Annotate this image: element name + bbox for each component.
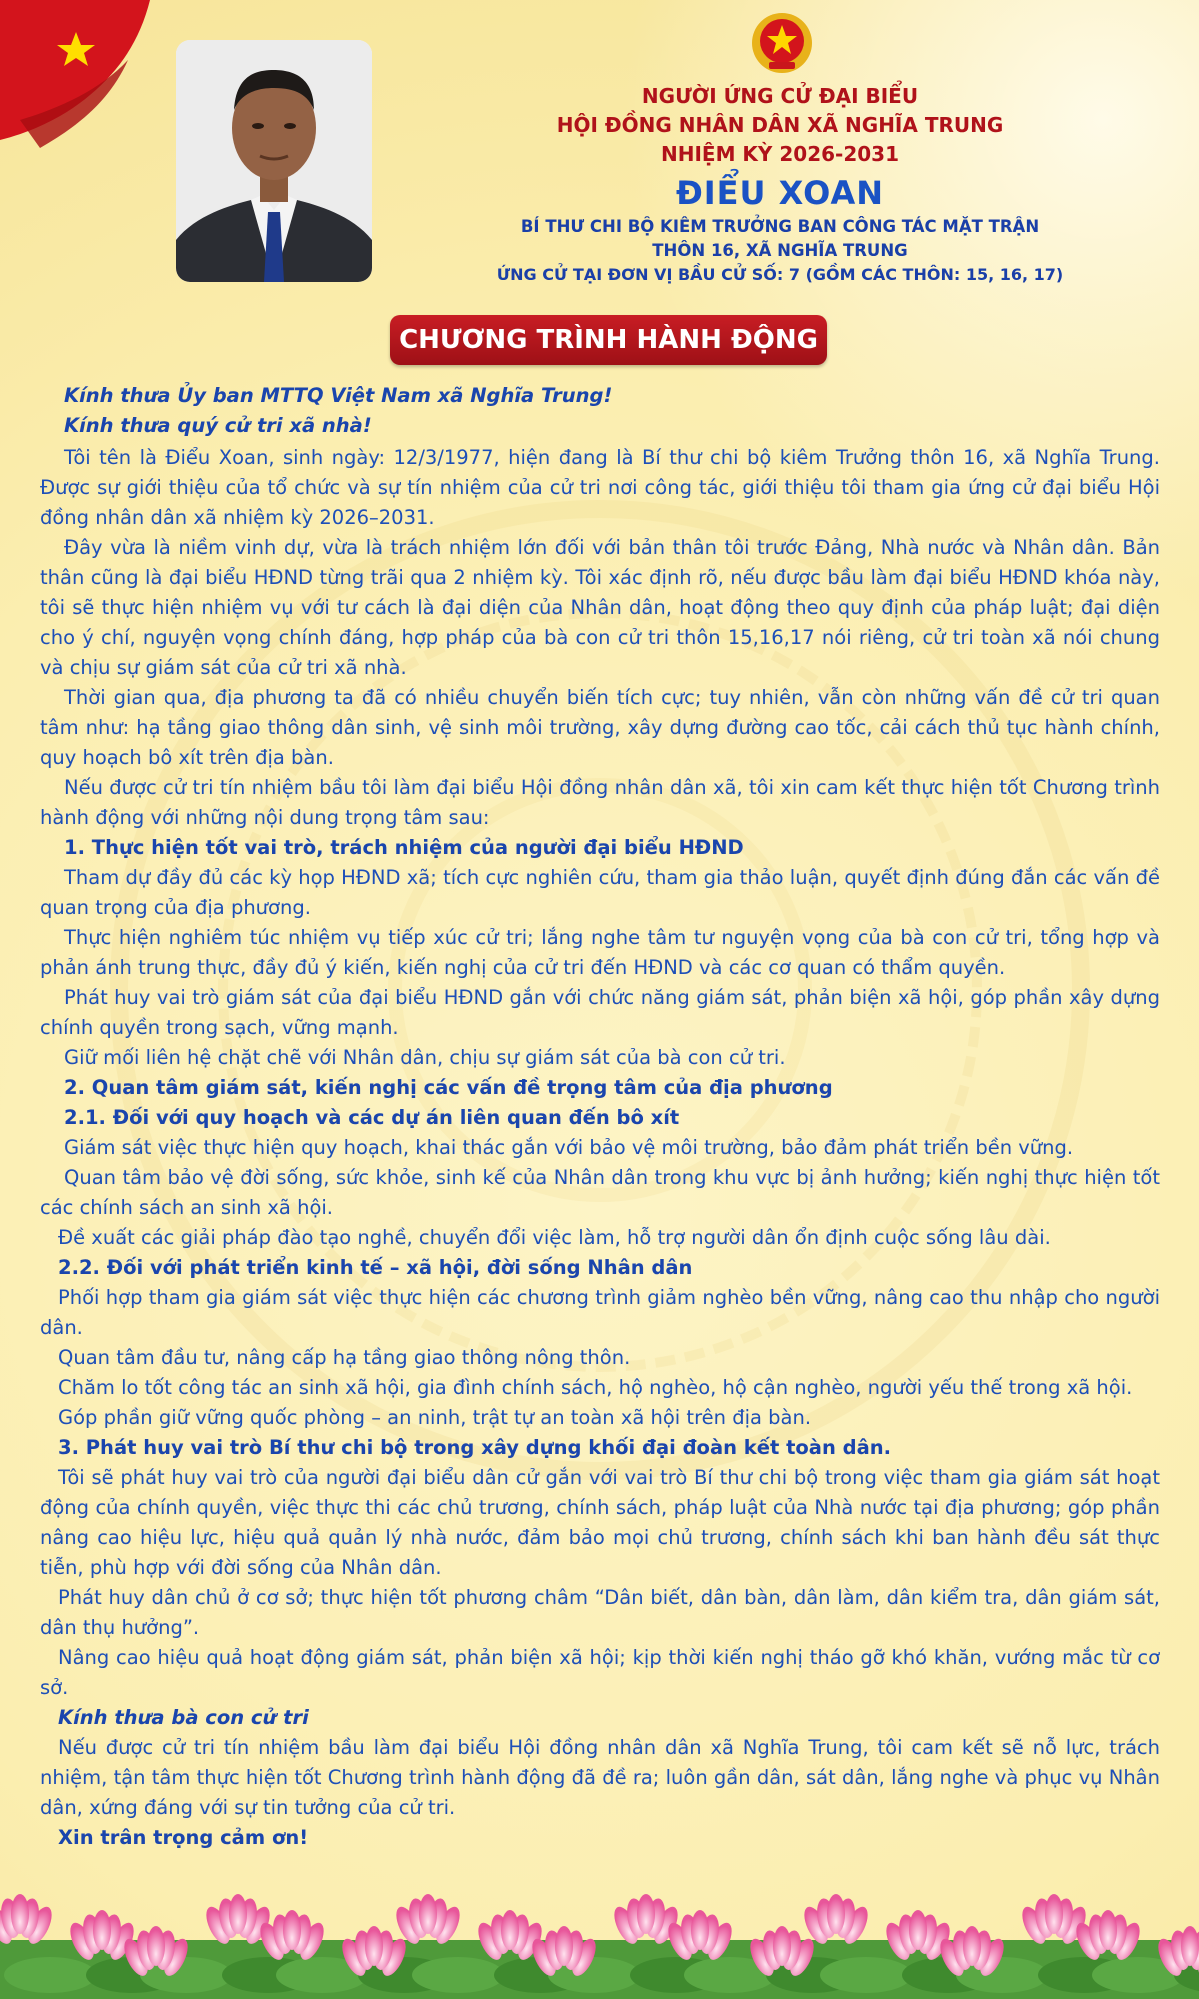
header-line-3: NHIỆM KỲ 2026-2031 xyxy=(660,142,900,166)
action-program-banner: CHƯƠNG TRÌNH HÀNH ĐỘNG xyxy=(390,315,827,365)
closing-thanks: Xin trân trọng cảm ơn! xyxy=(58,1826,309,1849)
paragraph-item: Tham dự đầy đủ các kỳ họp HĐND xã; tích cực nghiên cứu, tham gia thảo luận, quyết định đúng đắn các vấn đề quan trọng của địa phương. xyxy=(40,866,1160,919)
candidate-title-1: BÍ THƯ CHI BỘ KIÊM TRƯỞNG BAN CÔNG TÁC MẶT TRẬN xyxy=(520,217,1040,236)
paragraph-item: Thực hiện nghiêm túc nhiệm vụ tiếp xúc cử tri; lắng nghe tâm tư nguyện vọng của bà con cử tri, tổng hợp và phản ánh trung thực, đầy đủ ý kiến, kiến nghị của cử tri đến HĐND và các cơ quan có thẩm quyền. xyxy=(40,926,1160,979)
subsection-heading-2-2: 2.2. Đối với phát triển kinh tế – xã hội, đời sống Nhân dân xyxy=(58,1256,693,1279)
section-heading-2: 2. Quan tâm giám sát, kiến nghị các vấn đề trọng tâm của địa phương xyxy=(64,1076,833,1099)
paragraph-item: Nâng cao hiệu quả hoạt động giám sát, phản biện xã hội; kịp thời kiến nghị tháo gỡ khó khăn, vướng mắc từ cơ sở. xyxy=(40,1646,1160,1699)
paragraph-item: Đề xuất các giải pháp đào tạo nghề, chuyển đổi việc làm, hỗ trợ người dân ổn định cuộc sống lâu dài. xyxy=(58,1226,1051,1249)
lotus-flowers-decoration xyxy=(0,1870,1199,1999)
section-heading-1: 1. Thực hiện tốt vai trò, trách nhiệm của người đại biểu HĐND xyxy=(64,836,744,859)
header-line-1: NGƯỜI ỨNG CỬ ĐẠI BIỂU xyxy=(641,84,919,108)
subsection-heading-2-1: 2.1. Đối với quy hoạch và các dự án liên quan đến bô xít xyxy=(64,1106,680,1129)
paragraph-item: Phát huy dân chủ ở cơ sở; thực hiện tốt phương châm “Dân biết, dân bàn, dân làm, dân kiểm tra, dân giám sát, dân thụ hưởng”. xyxy=(40,1586,1160,1639)
national-emblem-icon xyxy=(751,12,813,74)
greeting-line-2: Kính thưa quý cử tri xã nhà! xyxy=(64,414,372,437)
action-program-content xyxy=(40,381,1160,1853)
paragraph-closing: Nếu được cử tri tín nhiệm bầu làm đại biểu Hội đồng nhân dân xã Nghĩa Trung, tôi cam kết sẽ nỗ lực, trách nhiệm, tận tâm thực hiện tốt Chương trình hành động đã đề ra; luôn gần dân, sát dân, lắng nghe và phục vụ Nhân dân, xứng đáng với sự tin tưởng của cử tri. xyxy=(40,1736,1160,1819)
paragraph-item: Tôi sẽ phát huy vai trò của người đại biểu dân cử gắn với vai trò Bí thư chi bộ trong việc tham gia giám sát hoạt động của chính quyền, việc thực thi các chủ trương, chính sách, pháp luật của Nhà nước tại địa phương; góp phần nâng cao hiệu lực, hiệu quả quản lý nhà nước, đảm bảo mọi chủ trương, chính sách khi ban hành đều sát thực tiễn, phù hợp với đời sống của Nhân dân. xyxy=(40,1466,1160,1579)
candidate-header xyxy=(440,82,1120,287)
paragraph-item: Giám sát việc thực hiện quy hoạch, khai thác gắn với bảo vệ môi trường, bảo đảm phát triển bền vững. xyxy=(64,1136,1074,1159)
paragraph-item: Quan tâm bảo vệ đời sống, sức khỏe, sinh kế của Nhân dân trong khu vực bị ảnh hưởng; kiến nghị thực hiện tốt các chính sách an sinh xã hội. xyxy=(40,1166,1160,1219)
paragraph-item: Giữ mối liên hệ chặt chẽ với Nhân dân, chịu sự giám sát của bà con cử tri. xyxy=(64,1046,786,1069)
paragraph-honor: Đây vừa là niềm vinh dự, vừa là trách nhiệm lớn đối với bản thân tôi trước Đảng, Nhà nước và Nhân dân. Bản thân cũng là đại biểu HĐND từng trãi qua 2 nhiệm kỳ. Tôi xác định rõ, nếu được bầu làm đại biểu HĐND khóa này, tôi sẽ thực hiện nhiệm vụ với tư cách là đại diện của Nhân dân, hoạt động theo quy định của pháp luật; đại diện cho ý chí, nguyện vọng chính đáng, hợp pháp của bà con cử tri thôn 15,16,17 nói riêng, cử tri toàn xã nói chung và chịu sự giám sát của cử tri xã nhà. xyxy=(40,536,1160,679)
lotus-flower-icon xyxy=(0,1894,57,1947)
paragraph-intro: Tôi tên là Điểu Xoan, sinh ngày: 12/3/1977, hiện đang là Bí thư chi bộ kiêm Trưởng thôn 16, xã Nghĩa Trung. Được sự giới thiệu của tổ chức và sự tín nhiệm của cử tri nơi công tác, giới thiệu tôi tham gia ứng cử đại biểu Hội đồng nhân dân xã nhiệm kỳ 2026–2031. xyxy=(40,446,1160,529)
paragraph-item: Chăm lo tốt công tác an sinh xã hội, gia đình chính sách, hộ nghèo, hộ cận nghèo, người yếu thế trong xã hội. xyxy=(58,1376,1133,1399)
candidate-portrait xyxy=(176,40,372,282)
section-heading-3: 3. Phát huy vai trò Bí thư chi bộ trong xây dựng khối đại đoàn kết toàn dân. xyxy=(58,1436,892,1459)
candidate-title-3: ỨNG CỬ TẠI ĐƠN VỊ BẦU CỬ SỐ: 7 (GỒM CÁC THÔN: 15, 16, 17) xyxy=(496,265,1064,284)
paragraph-commitment: Nếu được cử tri tín nhiệm bầu tôi làm đại biểu Hội đồng nhân dân xã, tôi xin cam kết thực hiện tốt Chương trình hành động với những nội dung trọng tâm sau: xyxy=(40,776,1160,829)
paragraph-situation: Thời gian qua, địa phương ta đã có nhiều chuyển biến tích cực; tuy nhiên, vẫn còn những vấn đề cử tri quan tâm như: hạ tầng giao thông dân sinh, vệ sinh môi trường, xây dựng đường cao tốc, cải cách thủ tục hành chính, quy hoạch bô xít trên địa bàn. xyxy=(40,686,1160,769)
candidate-title-2: THÔN 16, XÃ NGHĨA TRUNG xyxy=(652,241,908,260)
candidate-name: ĐIỂU XOAN xyxy=(675,174,885,212)
paragraph-item: Quan tâm đầu tư, nâng cấp hạ tầng giao thông nông thôn. xyxy=(58,1346,631,1369)
paragraph-item: Góp phần giữ vững quốc phòng – an ninh, trật tự an toàn xã hội trên địa bàn. xyxy=(58,1406,812,1429)
flag-icon xyxy=(0,0,170,150)
greeting-voters: Kính thưa bà con cử tri xyxy=(58,1706,309,1729)
header-line-2: HỘI ĐỒNG NHÂN DÂN XÃ NGHĨA TRUNG xyxy=(556,113,1004,137)
paragraph-item: Phối hợp tham gia giám sát việc thực hiện các chương trình giảm nghèo bền vững, nâng cao thu nhập cho người dân. xyxy=(40,1286,1160,1339)
paragraph-item: Phát huy vai trò giám sát của đại biểu HĐND gắn với chức năng giám sát, phản biện xã hội, góp phần xây dựng chính quyền trong sạch, vững mạnh. xyxy=(40,986,1160,1039)
greeting-line-1: Kính thưa Ủy ban MTTQ Việt Nam xã Nghĩa Trung! xyxy=(64,384,613,407)
